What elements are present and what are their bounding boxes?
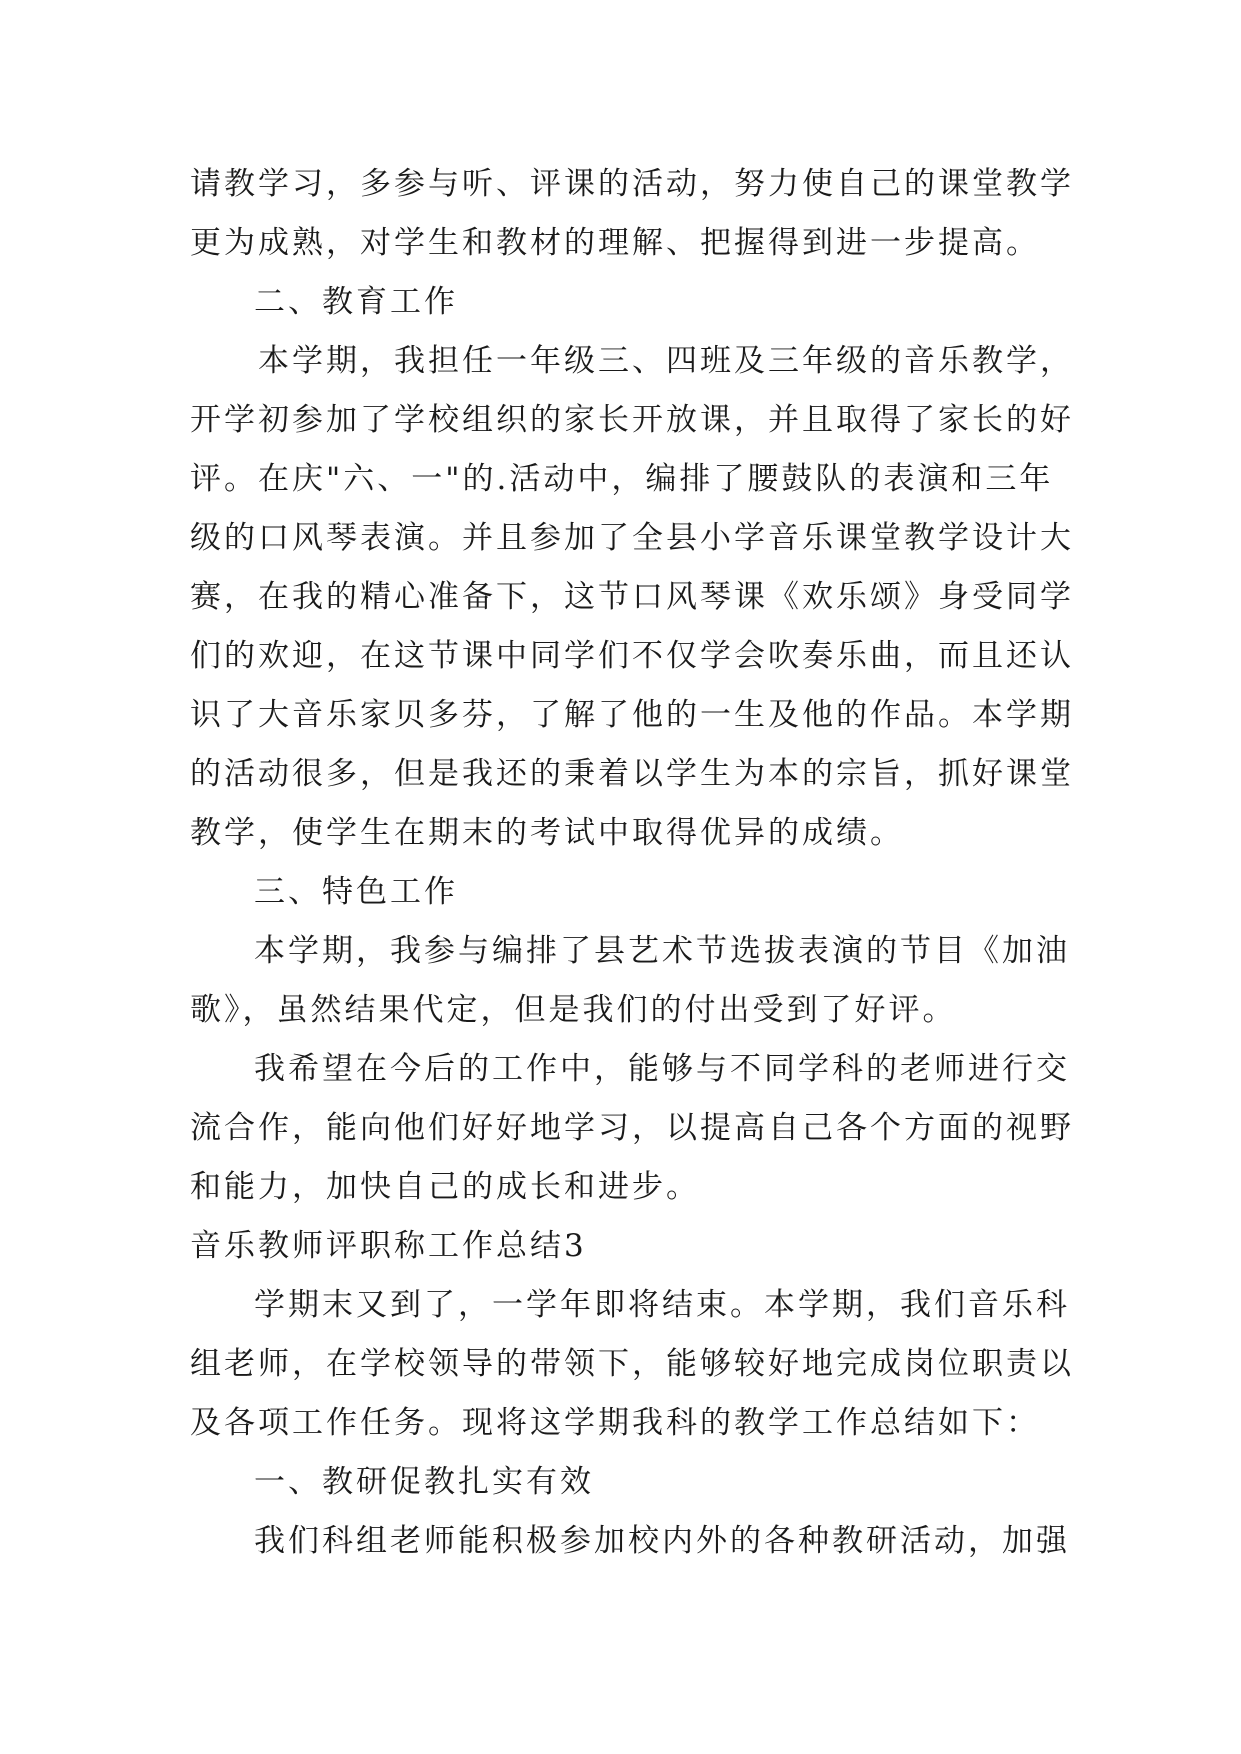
document-title: 音乐教师评职称工作总结3 [190,1228,587,1264]
paragraph-line: 教学，使学生在期末的考试中取得优异的成绩。 [190,815,904,851]
section-heading: 二、教育工作 [254,284,458,320]
paragraph-line: 们的欢迎，在这节课中同学们不仅学会吹奏乐曲，而且还认 [190,638,1074,674]
paragraph-line: 歌》，虽然结果代定，但是我们的付出受到了好评。 [190,992,957,1028]
paragraph-line: 识了大音乐家贝多芬，了解了他的一生及他的作品。本学期 [190,697,1074,733]
section-heading: 一、教研促教扎实有效 [254,1464,594,1500]
paragraph-line: 组老师，在学校领导的带领下，能够较好地完成岗位职责以 [190,1346,1074,1382]
paragraph-line: 的活动很多，但是我还的秉着以学生为本的宗旨，抓好课堂 [190,756,1074,792]
paragraph-line: 我希望在今后的工作中，能够与不同学科的老师进行交 [254,1051,1070,1087]
paragraph-line: 和能力，加快自己的成长和进步。 [190,1169,700,1205]
paragraph-line: 开学初参加了学校组织的家长开放课，并且取得了家长的好 [190,402,1074,438]
paragraph-line: 本学期，我担任一年级三、四班及三年级的音乐教学， [258,343,1074,379]
paragraph-line: 更为成熟，对学生和教材的理解、把握得到进一步提高。 [190,225,1040,261]
paragraph-line: 级的口风琴表演。并且参加了全县小学音乐课堂教学设计大 [190,520,1074,556]
paragraph-line: 赛，在我的精心准备下，这节口风琴课《欢乐颂》身受同学 [190,579,1074,615]
paragraph-line: 及各项工作任务。现将这学期我科的教学工作总结如下： [190,1405,1040,1441]
paragraph-line: 评。在庆"六、一"的.活动中，编排了腰鼓队的表演和三年 [190,461,1054,497]
paragraph-line: 学期末又到了，一学年即将结束。本学期，我们音乐科 [254,1287,1070,1323]
paragraph-line: 请教学习，多参与听、评课的活动，努力使自己的课堂教学 [190,166,1074,202]
paragraph-line: 本学期，我参与编排了县艺术节选拔表演的节目《加油 [254,933,1070,969]
section-heading: 三、特色工作 [254,874,458,910]
paragraph-line: 我们科组老师能积极参加校内外的各种教研活动，加强 [254,1523,1070,1559]
paragraph-line: 流合作，能向他们好好地学习，以提高自己各个方面的视野 [190,1110,1074,1146]
document-body [190,155,1074,1571]
